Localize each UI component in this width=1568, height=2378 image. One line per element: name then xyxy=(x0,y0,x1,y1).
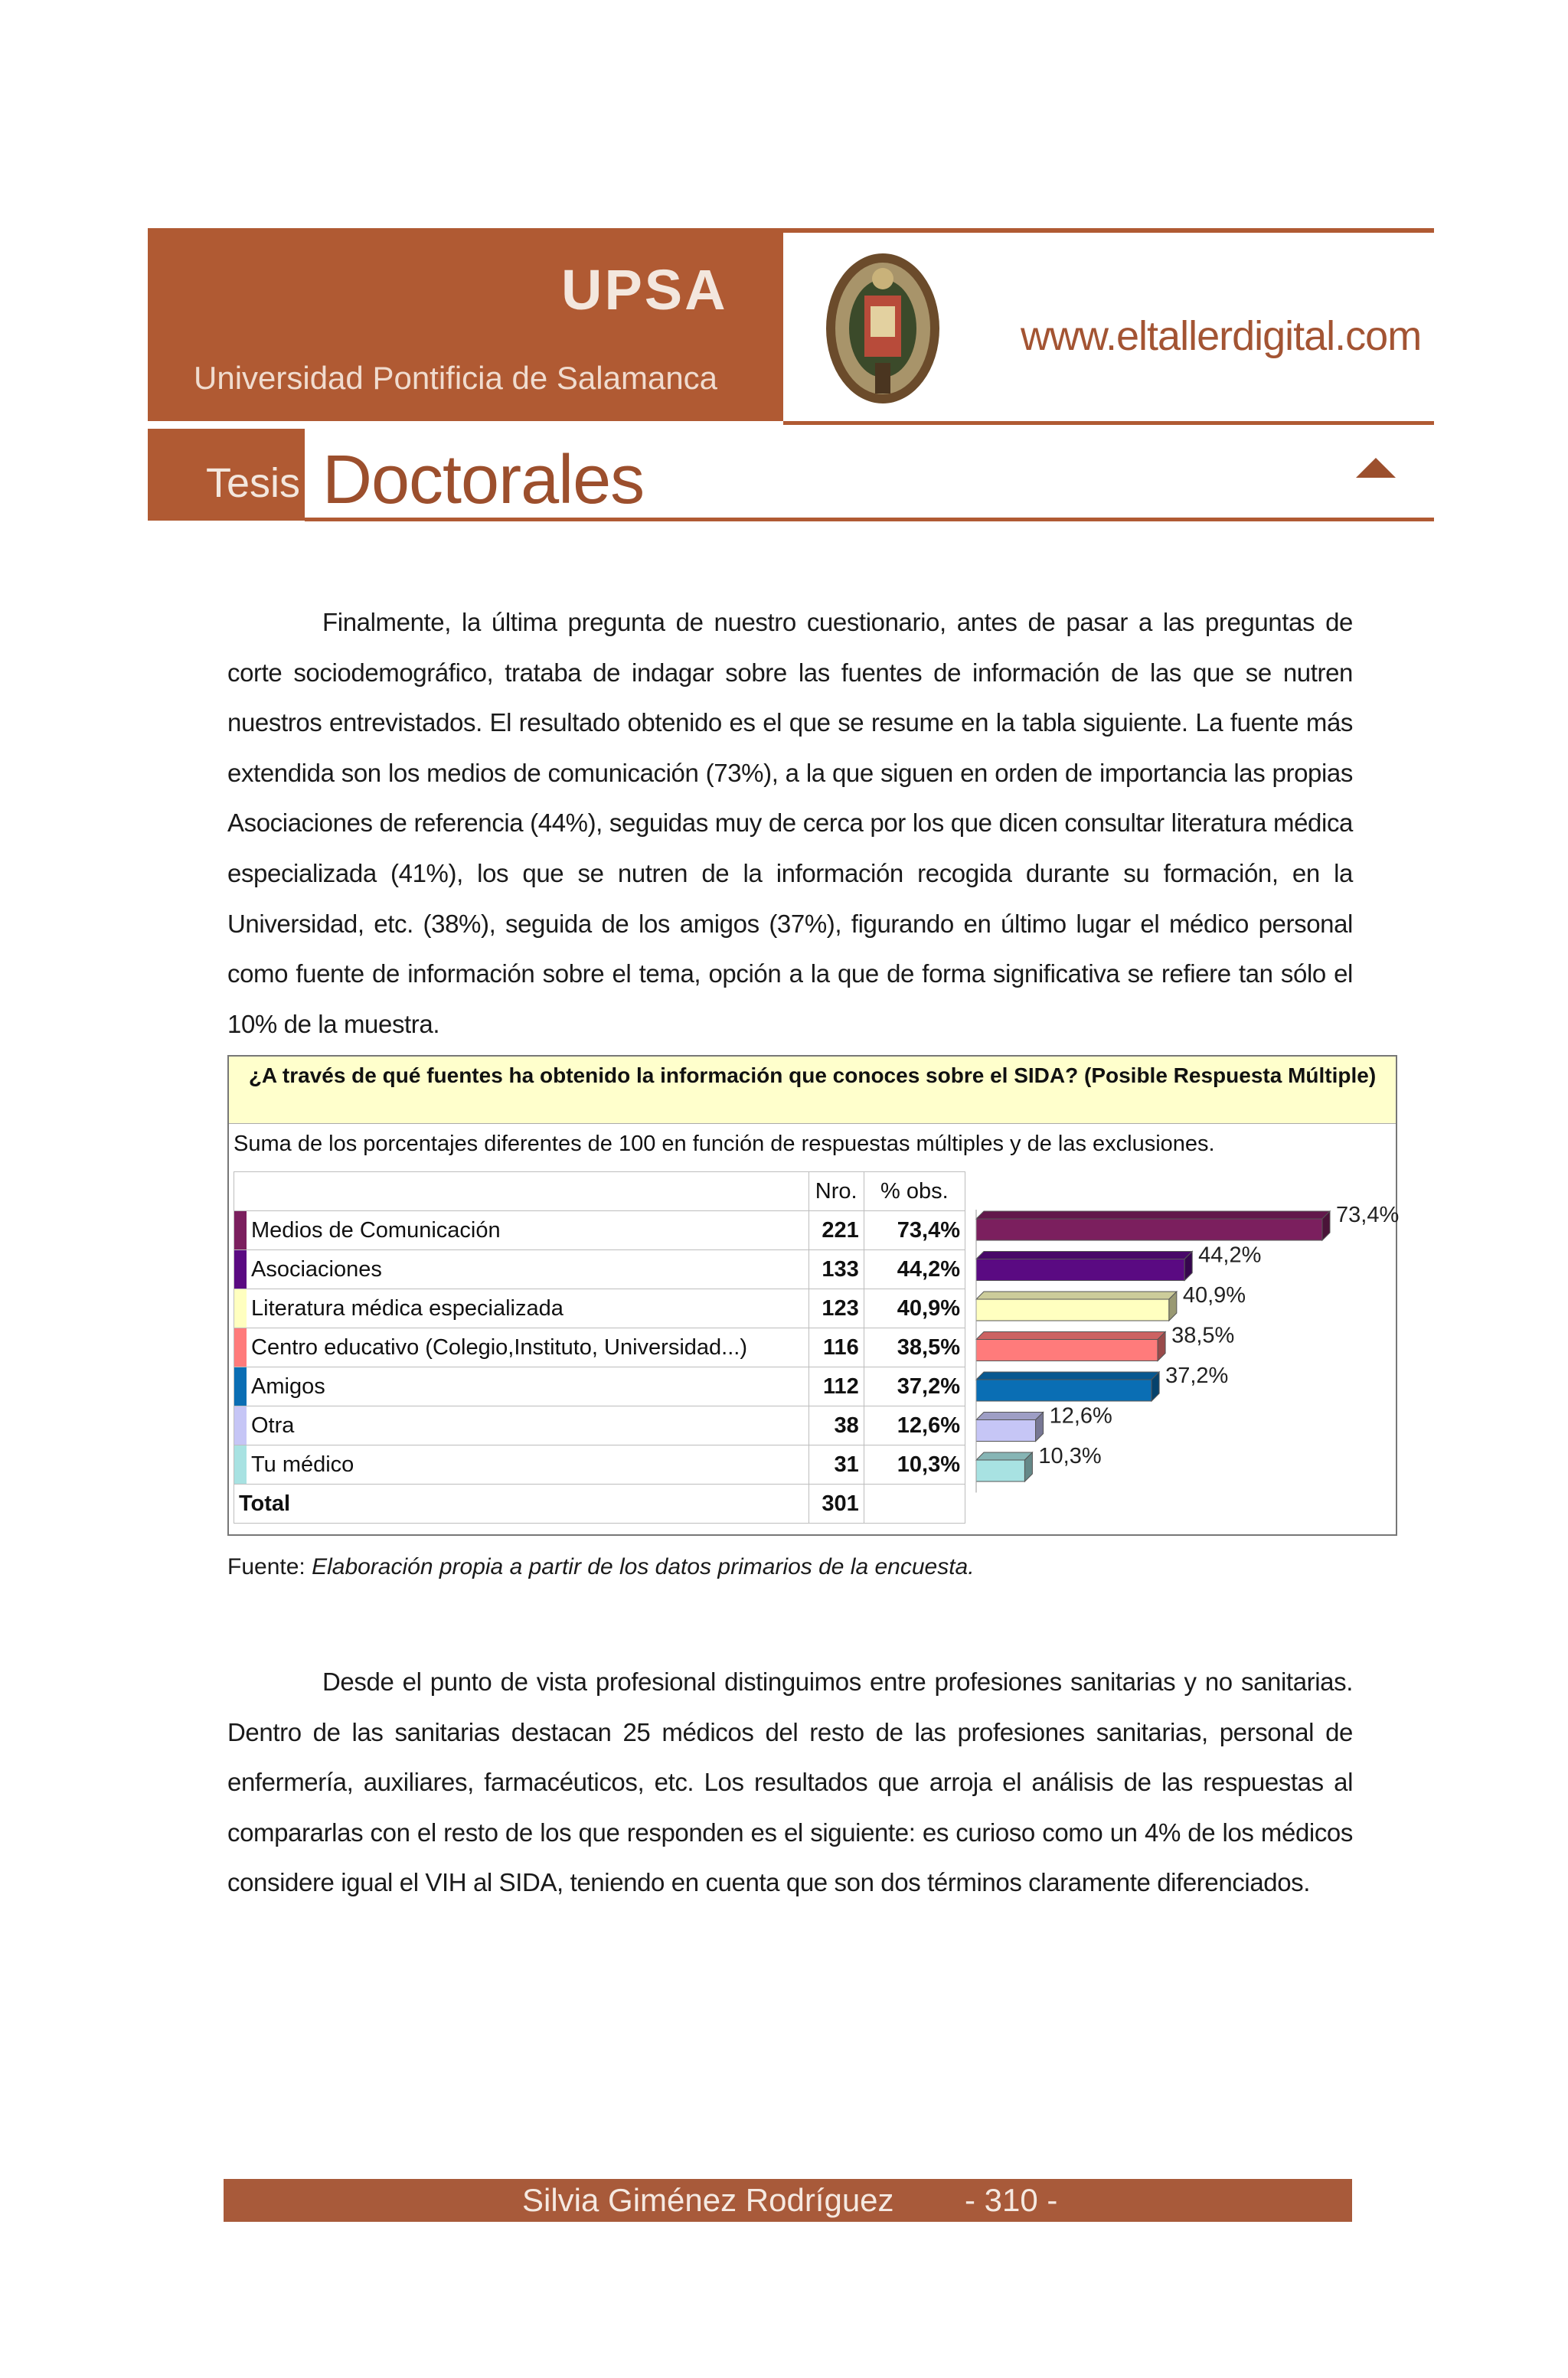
paragraph-2-text: Desde el punto de vista profesional distinguimos entre profesiones sanitarias y no sanitarias. Dentro de las sanitarias destacan 25 médicos del resto de las profesiones sanitarias, personal de enfermería, auxiliares, farmacéuticos, etc. Los resultados que arroja el análisis de las respuestas al compararlas con el resto de los que responden es el siguiente: es curioso como un 4% de los médicos considere igual el VIH al SIDA, teniendo en cuenta que son dos términos claramente diferenciados. xyxy=(227,1668,1353,1897)
page-footer xyxy=(224,2179,1352,2222)
table-row xyxy=(234,1211,965,1250)
bar-value-label: 12,6% xyxy=(1049,1403,1112,1429)
header-nro: Nro. xyxy=(808,1172,864,1211)
row-nro: 133 xyxy=(808,1250,864,1289)
row-nro: 123 xyxy=(808,1289,864,1328)
bar-top xyxy=(976,1372,1159,1380)
bar xyxy=(976,1372,1159,1401)
row-pct: 12,6% xyxy=(864,1406,965,1445)
row-nro: 112 xyxy=(808,1367,864,1406)
bar-front xyxy=(976,1380,1152,1401)
paragraph-1 xyxy=(227,597,1353,1049)
table-grid xyxy=(234,1171,965,1524)
source-text: Elaboración propia a partir de los datos primarios de la encuesta. xyxy=(312,1554,975,1579)
table-row xyxy=(234,1445,965,1485)
university-seal-icon xyxy=(822,248,944,409)
row-label-cell xyxy=(234,1250,809,1289)
row-pct: 10,3% xyxy=(864,1445,965,1485)
bar-top xyxy=(976,1292,1177,1299)
legend-swatch xyxy=(234,1211,247,1249)
row-label: Otra xyxy=(251,1413,295,1438)
triangle-up-icon xyxy=(1356,458,1396,478)
legend-swatch xyxy=(234,1445,247,1484)
row-pct: 38,5% xyxy=(864,1328,965,1367)
bar xyxy=(976,1452,1032,1481)
row-label-cell xyxy=(234,1406,809,1445)
footer-author: Silvia Giménez Rodríguez xyxy=(522,2182,894,2218)
table-row xyxy=(234,1367,965,1406)
paragraph-2 xyxy=(227,1657,1353,1908)
bar xyxy=(976,1332,1165,1361)
row-pct: 44,2% xyxy=(864,1250,965,1289)
bar-top xyxy=(976,1413,1044,1420)
bar-front xyxy=(976,1259,1184,1281)
bar-chart xyxy=(973,1203,1400,1531)
header-banner xyxy=(148,228,1434,521)
row-nro: 31 xyxy=(808,1445,864,1485)
source-note xyxy=(227,1554,975,1580)
bar-value-label: 40,9% xyxy=(1182,1283,1246,1308)
source-label: Fuente: xyxy=(227,1554,305,1579)
bar-front xyxy=(976,1460,1024,1481)
banner-university: Universidad Pontificia de Salamanca xyxy=(194,360,718,396)
banner-website: www.eltallerdigital.com xyxy=(1021,313,1422,359)
sources-table xyxy=(227,1055,1400,1536)
bar xyxy=(976,1413,1044,1442)
row-nro: 116 xyxy=(808,1328,864,1367)
bar-front xyxy=(976,1299,1169,1321)
bar-front xyxy=(976,1340,1158,1361)
row-label-cell xyxy=(234,1445,809,1485)
legend-swatch xyxy=(234,1289,247,1328)
legend-swatch xyxy=(234,1406,247,1445)
row-label-cell xyxy=(234,1289,809,1328)
row-label-cell xyxy=(234,1367,809,1406)
bar xyxy=(976,1292,1177,1321)
bar-top xyxy=(976,1211,1330,1219)
banner-divider xyxy=(783,421,1434,425)
bar-top xyxy=(976,1452,1032,1460)
row-label: Amigos xyxy=(251,1374,325,1399)
bar-front xyxy=(976,1219,1322,1240)
table-note: Suma de los porcentajes diferentes de 100 en función de respuestas múltiples y de las exclusiones. xyxy=(234,1132,1215,1156)
table-row xyxy=(234,1406,965,1445)
table-row xyxy=(234,1328,965,1367)
legend-swatch xyxy=(234,1250,247,1289)
row-label-cell xyxy=(234,1328,809,1367)
bar-value-label: 37,2% xyxy=(1165,1364,1229,1388)
footer-page-number: - 310 - xyxy=(965,2182,1058,2218)
bar-top xyxy=(976,1332,1165,1340)
row-pct: 37,2% xyxy=(864,1367,965,1406)
table-row xyxy=(234,1289,965,1328)
row-label: Tu médico xyxy=(251,1452,354,1477)
row-pct: 73,4% xyxy=(864,1211,965,1250)
row-label: Literatura médica especializada xyxy=(251,1295,564,1321)
bar-value-label: 73,4% xyxy=(1336,1203,1400,1227)
banner-tesis: Tesis xyxy=(206,460,301,506)
paragraph-1-text: Finalmente, la última pregunta de nuestro cuestionario, antes de pasar a las preguntas de corte sociodemográfico, trataba de indagar sobre las fuentes de información de las que se nutren nuestros entrevistados. El resultado obtenido es el que se resume en la tabla siguiente. La fuente más extendida son los medios de comunicación (73%), a la que siguen en orden de importancia las propias Asociaciones de referencia (44%), seguidas muy de cerca por los que dicen consultar literatura médica especializada (41%), los que se nutren de la información recogida durante su formación, en la Universidad, etc. (38%), seguida de los amigos (37%), figurando en último lugar el médico personal como fuente de información sobre el tema, opción a la que de forma significativa se refiere tan sólo el 10% de la muestra. xyxy=(227,608,1353,1038)
row-label: Centro educativo (Colegio,Instituto, Universidad...) xyxy=(251,1334,747,1360)
bar-front xyxy=(976,1420,1036,1442)
row-label-cell xyxy=(234,1211,809,1250)
banner-doctorales: Doctorales xyxy=(322,442,645,518)
header-blank xyxy=(234,1172,809,1211)
row-pct: 40,9% xyxy=(864,1289,965,1328)
table-question: ¿A través de qué fuentes ha obtenido la información que conoces sobre el SIDA? (Posible Respuesta Múltiple) xyxy=(229,1057,1396,1124)
banner-upsa: UPSA xyxy=(561,258,728,322)
bar-value-label: 10,3% xyxy=(1038,1444,1102,1468)
table-row xyxy=(234,1250,965,1289)
total-pct-blank xyxy=(864,1485,965,1524)
row-label: Medios de Comunicación xyxy=(251,1217,501,1243)
table-header-row xyxy=(234,1172,965,1211)
header-pct: % obs. xyxy=(864,1172,965,1211)
legend-swatch xyxy=(234,1328,247,1367)
table-total-row xyxy=(234,1485,965,1524)
bar-top xyxy=(976,1252,1192,1259)
bar-value-label: 38,5% xyxy=(1171,1323,1235,1348)
bar xyxy=(976,1211,1330,1240)
total-nro: 301 xyxy=(808,1485,864,1524)
row-nro: 38 xyxy=(808,1406,864,1445)
bar xyxy=(976,1252,1192,1281)
legend-swatch xyxy=(234,1367,247,1406)
row-label: Asociaciones xyxy=(251,1256,382,1282)
total-label: Total xyxy=(234,1485,809,1524)
bar-value-label: 44,2% xyxy=(1198,1243,1262,1268)
row-nro: 221 xyxy=(808,1211,864,1250)
